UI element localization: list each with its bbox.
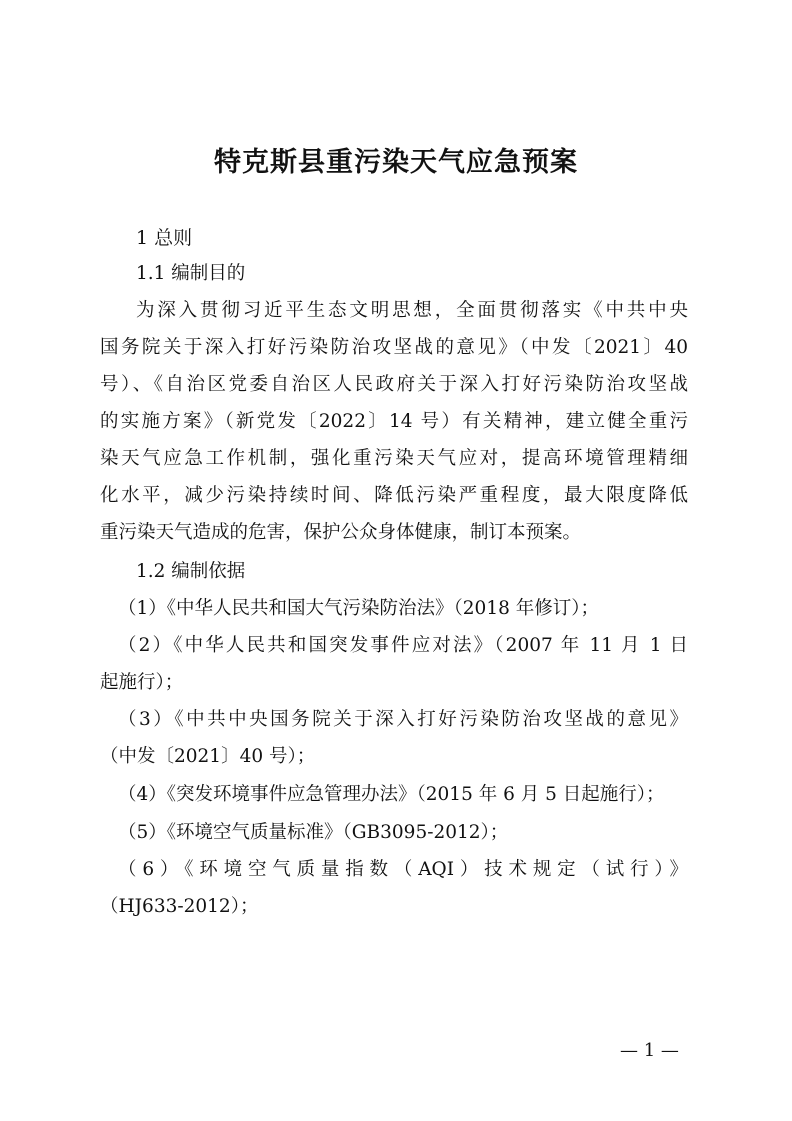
paragraph-line: 国务院关于深入打好污染防治攻坚战的意见》（中发〔2021〕40 <box>100 337 688 358</box>
list-item: （3）《中共中央国务院关于深入打好污染防治攻坚战的意见》 <box>118 709 688 730</box>
list-item: （6）《环境空气质量指数（AQI）技术规定（试行）》 <box>118 859 688 880</box>
page-number: — 1 — <box>620 1040 679 1061</box>
list-item: （5）《环境空气质量标准》（GB3095-2012）； <box>118 822 509 843</box>
list-item-continuation: （HJ633-2012）； <box>100 896 259 917</box>
list-item-continuation: （中发〔2021〕40 号）； <box>100 746 316 767</box>
section-heading: 1 总则 <box>136 227 193 249</box>
paragraph-line: 为深入贯彻习近平生态文明思想，全面贯彻落实《中共中央 <box>136 300 688 321</box>
subsection-heading: 1.2 编制依据 <box>136 561 246 582</box>
list-item: （4）《突发环境事件应急管理办法》（2015 年 6 月 5 日起施行）； <box>118 784 665 805</box>
paragraph-line: 重污染天气造成的危害，保护公众身体健康，制订本预案。 <box>100 522 582 543</box>
paragraph-line: 的实施方案》（新党发〔2022〕14 号）有关精神，建立健全重污 <box>100 411 688 432</box>
document-title: 特克斯县重污染天气应急预案 <box>214 147 578 178</box>
list-item: （1）《中华人民共和国大气污染防治法》（2018 年修订）； <box>118 598 599 619</box>
paragraph-line: 号）、《自治区党委自治区人民政府关于深入打好污染防治攻坚战 <box>100 374 688 395</box>
list-item-continuation: 起施行）； <box>100 672 184 693</box>
list-item: （2）《中华人民共和国突发事件应对法》（2007 年 11 月 1 日 <box>118 635 688 656</box>
paragraph-line: 化水平，减少污染持续时间、降低污染严重程度，最大限度降低 <box>100 485 688 506</box>
paragraph-line: 染天气应急工作机制，强化重污染天气应对，提高环境管理精细 <box>100 448 688 469</box>
subsection-heading: 1.1 编制目的 <box>136 263 246 284</box>
